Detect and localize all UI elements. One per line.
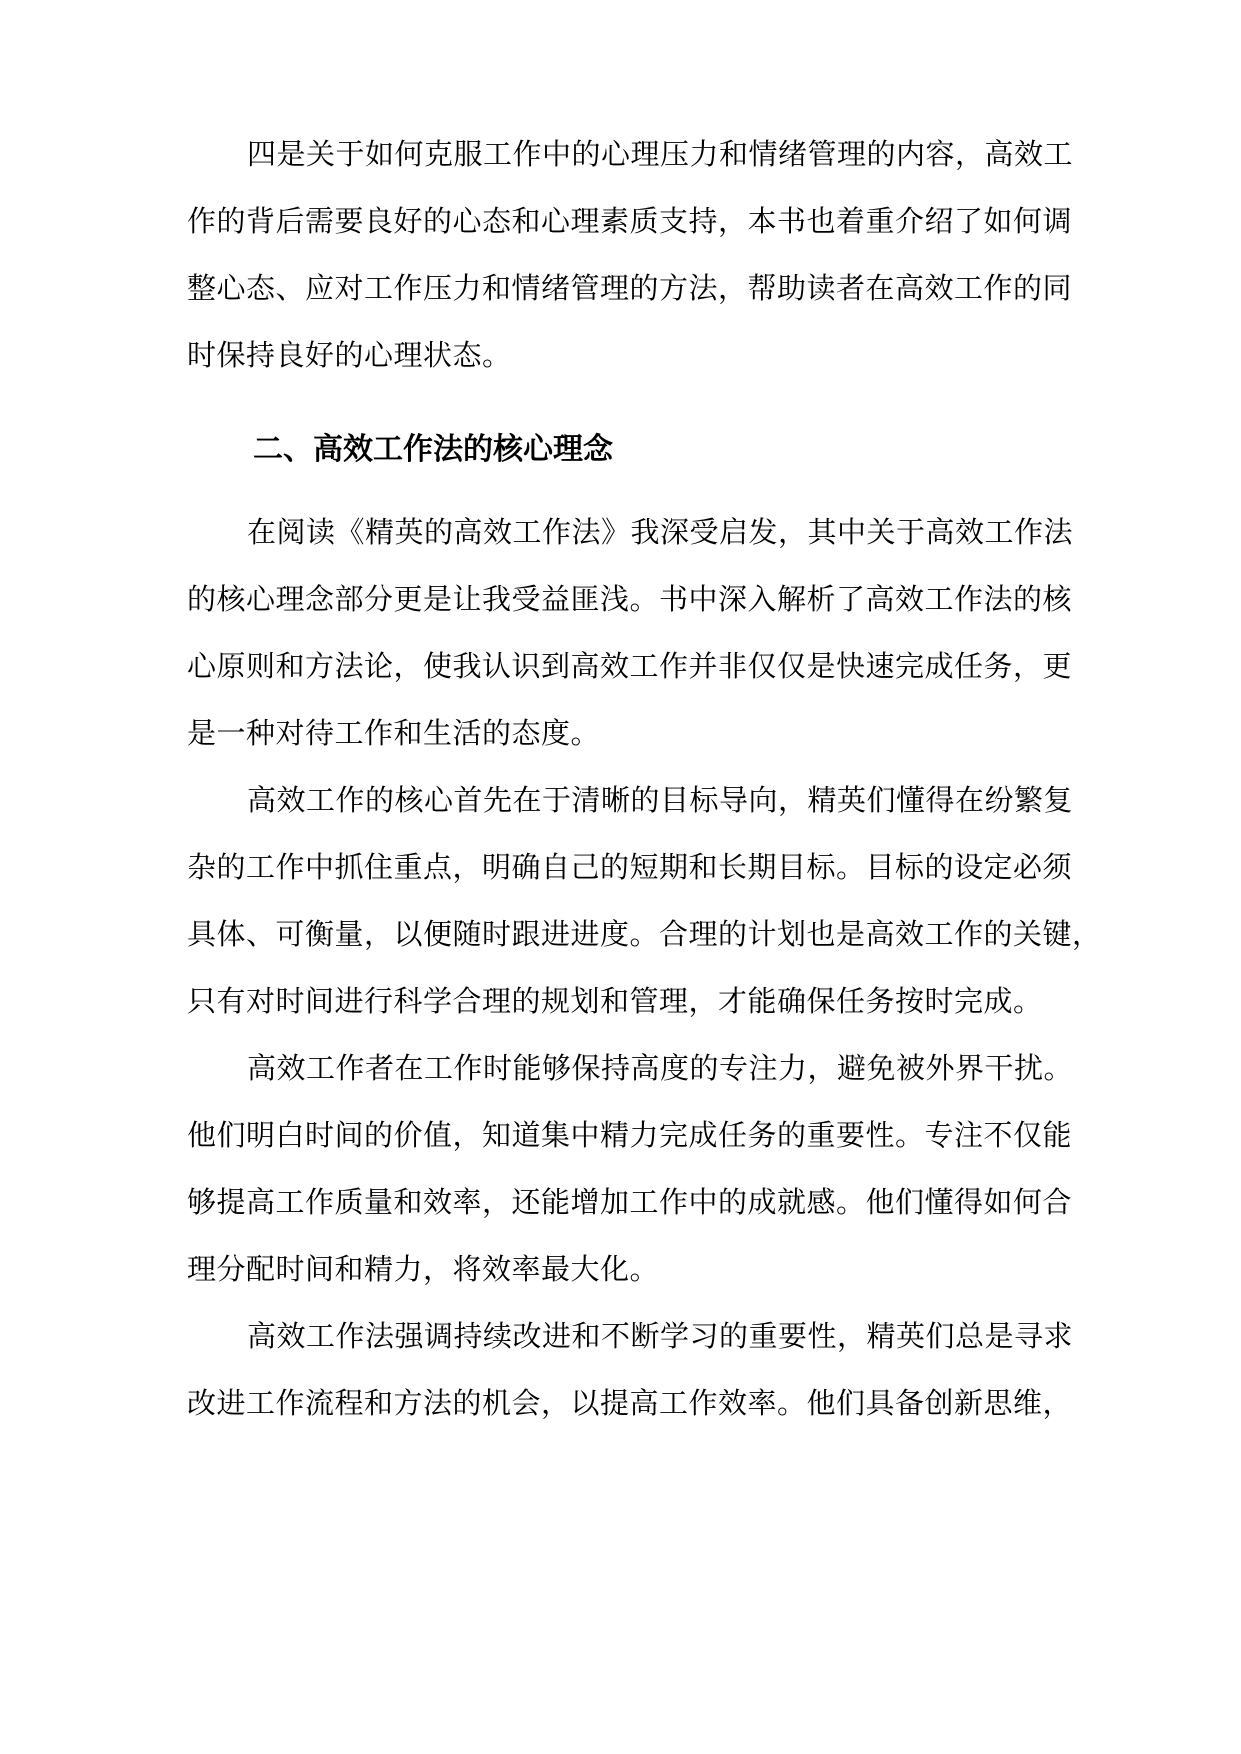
paragraph-line: 是一种对待工作和生活的态度。: [187, 716, 601, 750]
paragraph-line: 四是关于如何克服工作中的心理压力和情绪管理的内容，高效工: [247, 137, 1074, 171]
paragraph-line: 时保持良好的心理状态。: [187, 338, 512, 372]
paragraph-line: 在阅读《精英的高效工作法》我深受启发，其中关于高效工作法: [247, 515, 1074, 549]
paragraph-line: 够提高工作质量和效率，还能增加工作中的成就感。他们懂得如何合: [187, 1185, 1073, 1219]
paragraph-line: 他们明白时间的价值，知道集中精力完成任务的重要性。专注不仅能: [187, 1118, 1073, 1152]
paragraph-line: 的核心理念部分更是让我受益匪浅。书中深入解析了高效工作法的核: [187, 582, 1073, 616]
paragraph-line: 整心态、应对工作压力和情绪管理的方法，帮助读者在高效工作的同: [187, 271, 1073, 305]
paragraph-line: 只有对时间进行科学合理的规划和管理，才能确保任务按时完成。: [187, 984, 1043, 1018]
paragraph-line: 理分配时间和精力，将效率最大化。: [187, 1252, 660, 1286]
paragraph-line: 具体、可衡量，以便随时跟进进度。合理的计划也是高效工作的关键，: [187, 917, 1102, 951]
section-heading: 二、高效工作法的核心理念: [253, 432, 613, 467]
paragraph-line: 杂的工作中抓住重点，明确自己的短期和长期目标。目标的设定必须: [187, 850, 1073, 884]
paragraph-line: 高效工作法强调持续改进和不断学习的重要性，精英们总是寻求: [247, 1319, 1074, 1353]
paragraph-line: 高效工作的核心首先在于清晰的目标导向，精英们懂得在纷繁复: [247, 783, 1074, 817]
paragraph-line: 心原则和方法论，使我认识到高效工作并非仅仅是快速完成任务，更: [187, 649, 1073, 683]
paragraph-line: 高效工作者在工作时能够保持高度的专注力，避免被外界干扰。: [247, 1051, 1074, 1085]
paragraph-line: 作的背后需要良好的心态和心理素质支持，本书也着重介绍了如何调: [187, 204, 1073, 238]
paragraph-line: 改进工作流程和方法的机会，以提高工作效率。他们具备创新思维，: [187, 1386, 1073, 1420]
